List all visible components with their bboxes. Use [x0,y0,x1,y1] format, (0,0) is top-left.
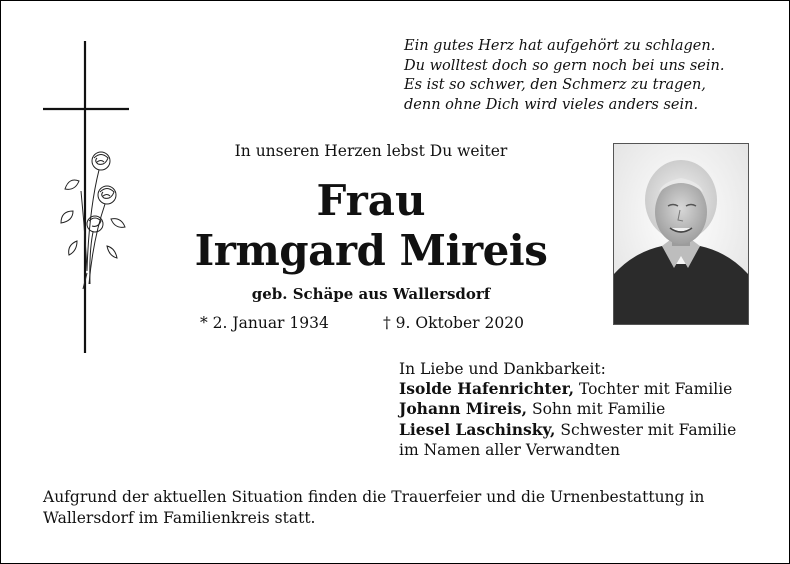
mourner-name: Liesel Laschinsky, [399,419,556,439]
salutation: Frau [316,176,426,225]
death-date: † 9. Oktober 2020 [383,314,524,332]
portrait-icon [614,144,748,324]
cross-with-roses-icon [41,41,131,353]
list-item [399,379,769,399]
intro-line: In unseren Herzen lebst Du weiter [234,142,508,160]
mourner-relation: Schwester mit Familie [560,420,737,439]
mourners-list [399,359,769,460]
poem [404,37,774,115]
mourner-name: Isolde Hafenrichter, [399,379,575,399]
poem-line: denn ohne Dich wird vieles anders sein. [404,96,699,113]
poem-line: Du wolltest doch so gern noch bei uns sein. [404,57,725,74]
mourner-relation: Sohn mit Familie [531,400,666,419]
deceased-name: Irmgard Mireis [194,226,548,275]
poem-line: Es ist so schwer, den Schmerz zu tragen, [404,77,706,93]
poem-line: Ein gutes Herz hat aufgehört zu schlagen. [404,38,716,54]
birth-date: * 2. Januar 1934 [200,314,329,332]
life-dates [161,313,581,333]
birth-name: geb. Schäpe aus Wallersdorf [251,285,491,303]
mourner-relation: Tochter mit Familie [578,380,733,399]
mourner-name: Johann Mireis, [399,399,528,419]
list-item [399,420,769,440]
funeral-notice: Aufgrund der aktuellen Situation finden die Trauerfeier und die Urnenbestattung in Wallersdorf im Familienkreis statt. [43,488,705,527]
list-item [399,399,769,419]
mourners-intro: In Liebe und Dankbarkeit: [399,360,606,378]
mourners-closing: im Namen aller Verwandten [399,440,620,459]
portrait-photo [613,143,749,325]
